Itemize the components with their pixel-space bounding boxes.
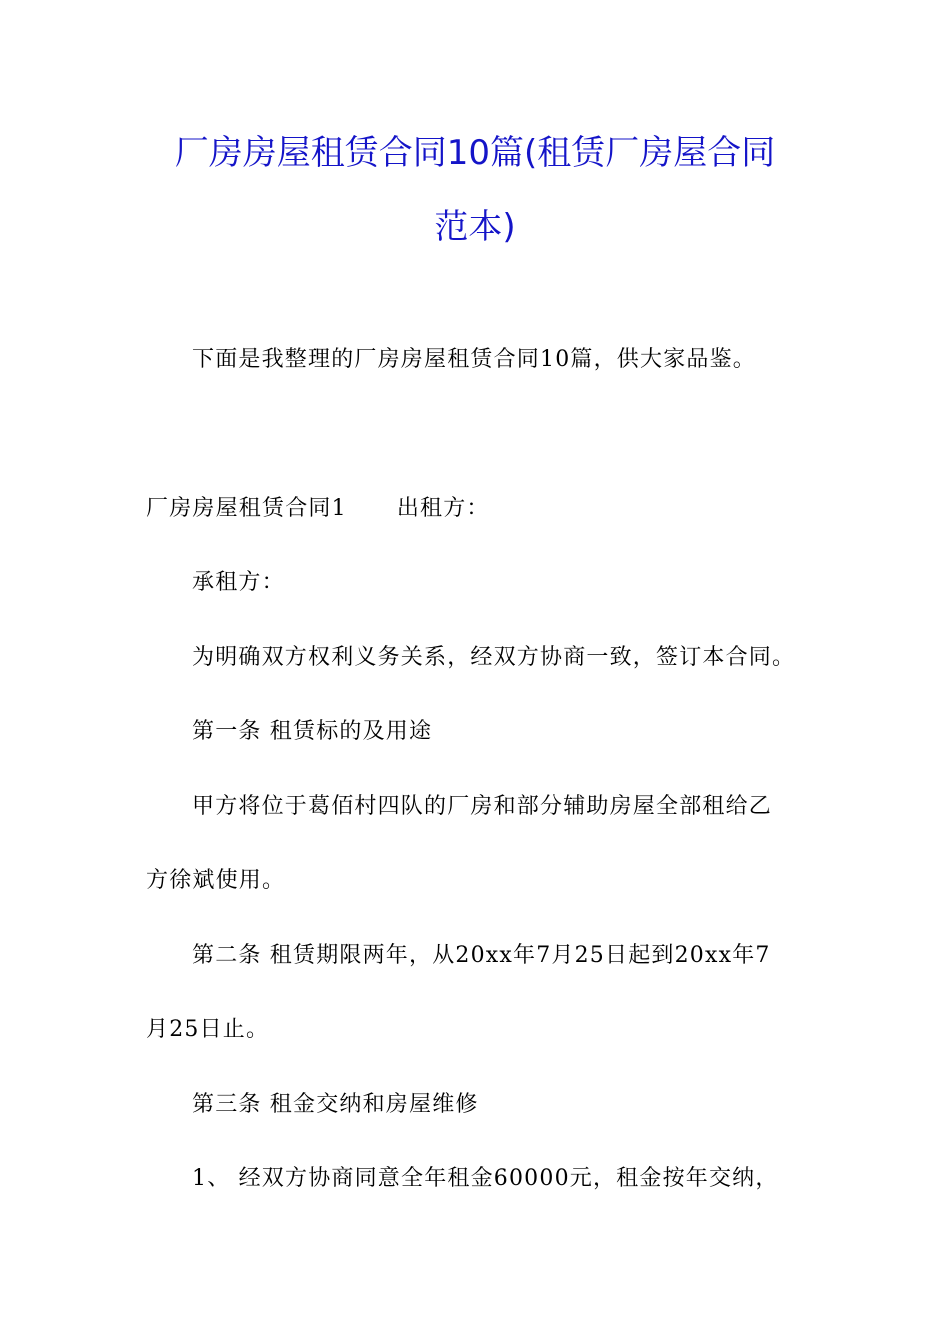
clause-1-text: 1、 经双方协商同意全年租金60000元，租金按年交纳， — [192, 1166, 779, 1191]
lessee-label: 承租方： — [192, 570, 285, 595]
contract-heading-row — [146, 494, 490, 524]
article-2-line-1: 第二条 租赁期限两年，从20xx年7月25日起到20xx年7 — [192, 943, 771, 968]
contract-heading: 厂房房屋租赁合同1 — [146, 496, 347, 521]
article-1-text-line-1: 甲方将位于葛佰村四队的厂房和部分辅助房屋全部租给乙 — [192, 794, 773, 819]
preamble-paragraph: 为明确双方权利义务关系，经双方协商一致，签订本合同。 — [192, 645, 796, 670]
document-title-line-2: 范本) — [434, 207, 516, 247]
article-2-line-2: 月25日止。 — [146, 1017, 270, 1042]
article-1-text-line-2: 方徐斌使用。 — [146, 868, 286, 893]
intro-paragraph: 下面是我整理的厂房房屋租赁合同10篇，供大家品鉴。 — [192, 347, 756, 372]
article-3-title: 第三条 租金交纳和房屋维修 — [192, 1092, 479, 1117]
lessor-label: 出租方： — [396, 496, 490, 521]
document-title-line-1: 厂房房屋租赁合同10篇(租赁厂房屋合同 — [174, 133, 776, 173]
article-1-title: 第一条 租赁标的及用途 — [192, 719, 433, 744]
